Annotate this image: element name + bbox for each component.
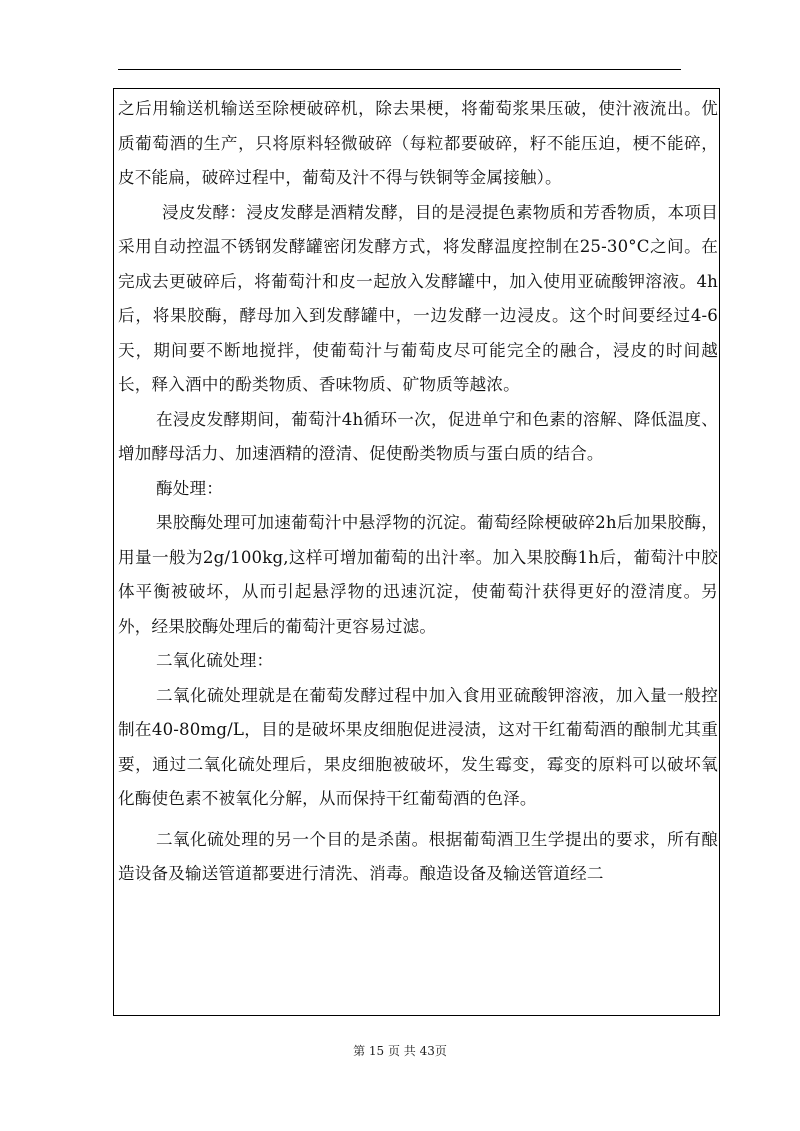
document-body <box>118 92 718 892</box>
header-rule <box>118 69 681 70</box>
paragraph-maceration: 浸皮发酵：浸皮发酵是酒精发酵，目的是浸提色素物质和芳香物质，本项目采用自动控温不锈钢发酵罐密闭发酵方式，将发酵温度控制在25-30°C之间。在完成去更破碎后，将葡萄汁和皮一起放入发酵罐中，加入使用亚硫酸钾溶液。4h后，将果胶酶，酵母加入到发酵罐中，一边发酵一边浸皮。这个时间要经过4-6天，期间要不断地搅拌，使葡萄汁与葡萄皮尽可能完全的融合，浸皮的时间越长，释入酒中的酚类物质、香味物质、矿物质等越浓。 <box>118 202 718 394</box>
paragraph-so2-sterilization: 二氧化硫处理的另一个目的是杀菌。根据葡萄酒卫生学提出的要求，所有酿造设备及输送管道都要进行清洗、消毒。酿造设备及输送管道经二 <box>118 829 718 883</box>
heading-enzyme-treatment: 酶处理： <box>156 478 223 498</box>
paragraph-crushing: 之后用输送机输送至除梗破碎机，除去果梗，将葡萄浆果压破，使汁液流出。优质葡萄酒的生产，只将原料轻微破碎（每粒都要破碎，籽不能压迫，梗不能碎，皮不能扁，破碎过程中，葡萄及汁不得与铁铜等金属接触）。 <box>118 99 718 187</box>
heading-so2-treatment: 二氧化硫处理： <box>156 651 274 670</box>
paragraph-pectinase: 果胶酶处理可加速葡萄汁中悬浮物的沉淀。葡萄经除梗破碎2h后加果胶酶，用量一般为2g/100kg,这样可增加葡萄的出汁率。加入果胶酶1h后，葡萄汁中胶体平衡被破坏，从而引起悬浮物的迅速沉淀，使葡萄汁获得更好的澄清度。另外，经果胶酶处理后的葡萄汁更容易过滤。 <box>118 513 718 636</box>
paragraph-so2-purpose: 二氧化硫处理就是在葡萄发酵过程中加入食用亚硫酸钾溶液，加入量一般控制在40-80mg/L，目的是破坏果皮细胞促进浸渍，这对干红葡萄酒的酿制尤其重要，通过二氧化硫处理后，果皮细胞被破坏，发生霉变，霉变的原料可以破坏氧化酶使色素不被氧化分解，从而保持干红葡萄酒的色泽。 <box>118 685 718 808</box>
paragraph-circulation: 在浸皮发酵期间，葡萄汁4h循环一次，促进单宁和色素的溶解、降低温度、增加酵母活力、加速酒精的澄清、促使酚类物质与蛋白质的结合。 <box>118 409 718 463</box>
page-number-footer: 第 15 页 共 43页 <box>353 1044 447 1058</box>
